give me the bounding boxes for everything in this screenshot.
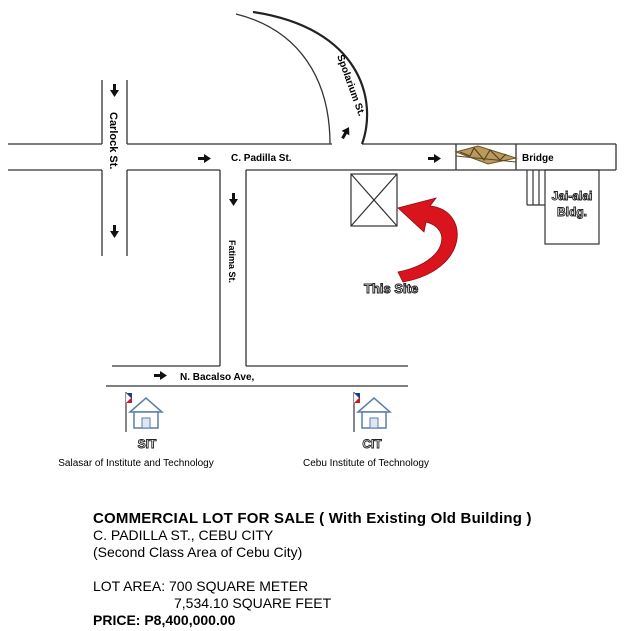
site-lot-marker bbox=[351, 174, 397, 226]
listing-details bbox=[93, 510, 613, 628]
school-icon bbox=[354, 392, 390, 432]
arrow-down-icon bbox=[229, 193, 238, 206]
bridge-label: Bridge bbox=[522, 153, 554, 164]
listing-price: PRICE: P8,400,000.00 bbox=[93, 612, 236, 628]
street-label-carlock: Carlock St. bbox=[107, 112, 119, 170]
landmark-abbr-cit: CIT bbox=[362, 437, 382, 451]
street-label-bacalso: N. Bacalso Ave, bbox=[180, 372, 255, 383]
street-label-spolarium: Spolarium St. bbox=[334, 53, 367, 118]
arrow-down-icon bbox=[110, 84, 119, 97]
listing-area-class: (Second Class Area of Cebu City) bbox=[93, 544, 303, 560]
listing-headline: COMMERCIAL LOT FOR SALE ( With Existing Old Building ) bbox=[93, 510, 532, 527]
listing-spacer bbox=[93, 561, 613, 578]
jaialai-label-line1: Jai-alai bbox=[551, 189, 593, 203]
listing-address: C. PADILLA ST., CEBU CITY bbox=[93, 527, 274, 543]
arrow-down-icon bbox=[110, 225, 119, 238]
street-label-padilla: C. Padilla St. bbox=[231, 153, 292, 164]
site-pointer-arrow-icon bbox=[398, 198, 457, 282]
site-label: This Site bbox=[364, 281, 419, 296]
arrow-right-icon bbox=[154, 371, 167, 380]
listing-lot-area-sqm: LOT AREA: 700 SQUARE METER bbox=[93, 578, 309, 594]
listing-lot-area-sqft: 7,534.10 SQUARE FEET bbox=[174, 595, 332, 611]
jaialai-label-line2: Bldg. bbox=[557, 205, 587, 219]
school-icon bbox=[126, 392, 162, 432]
street-label-fatima: Fatima St. bbox=[227, 240, 237, 284]
arrow-up-icon bbox=[339, 125, 353, 141]
landmark-name-cit: Cebu Institute of Technology bbox=[302, 458, 430, 469]
landmark-name-sit: Salasar of Institute and Technology bbox=[58, 458, 214, 469]
arrow-right-icon bbox=[428, 154, 441, 163]
landmark-abbr-sit: SIT bbox=[137, 437, 157, 451]
arrow-right-icon bbox=[198, 154, 211, 163]
bridge-icon bbox=[456, 146, 516, 164]
